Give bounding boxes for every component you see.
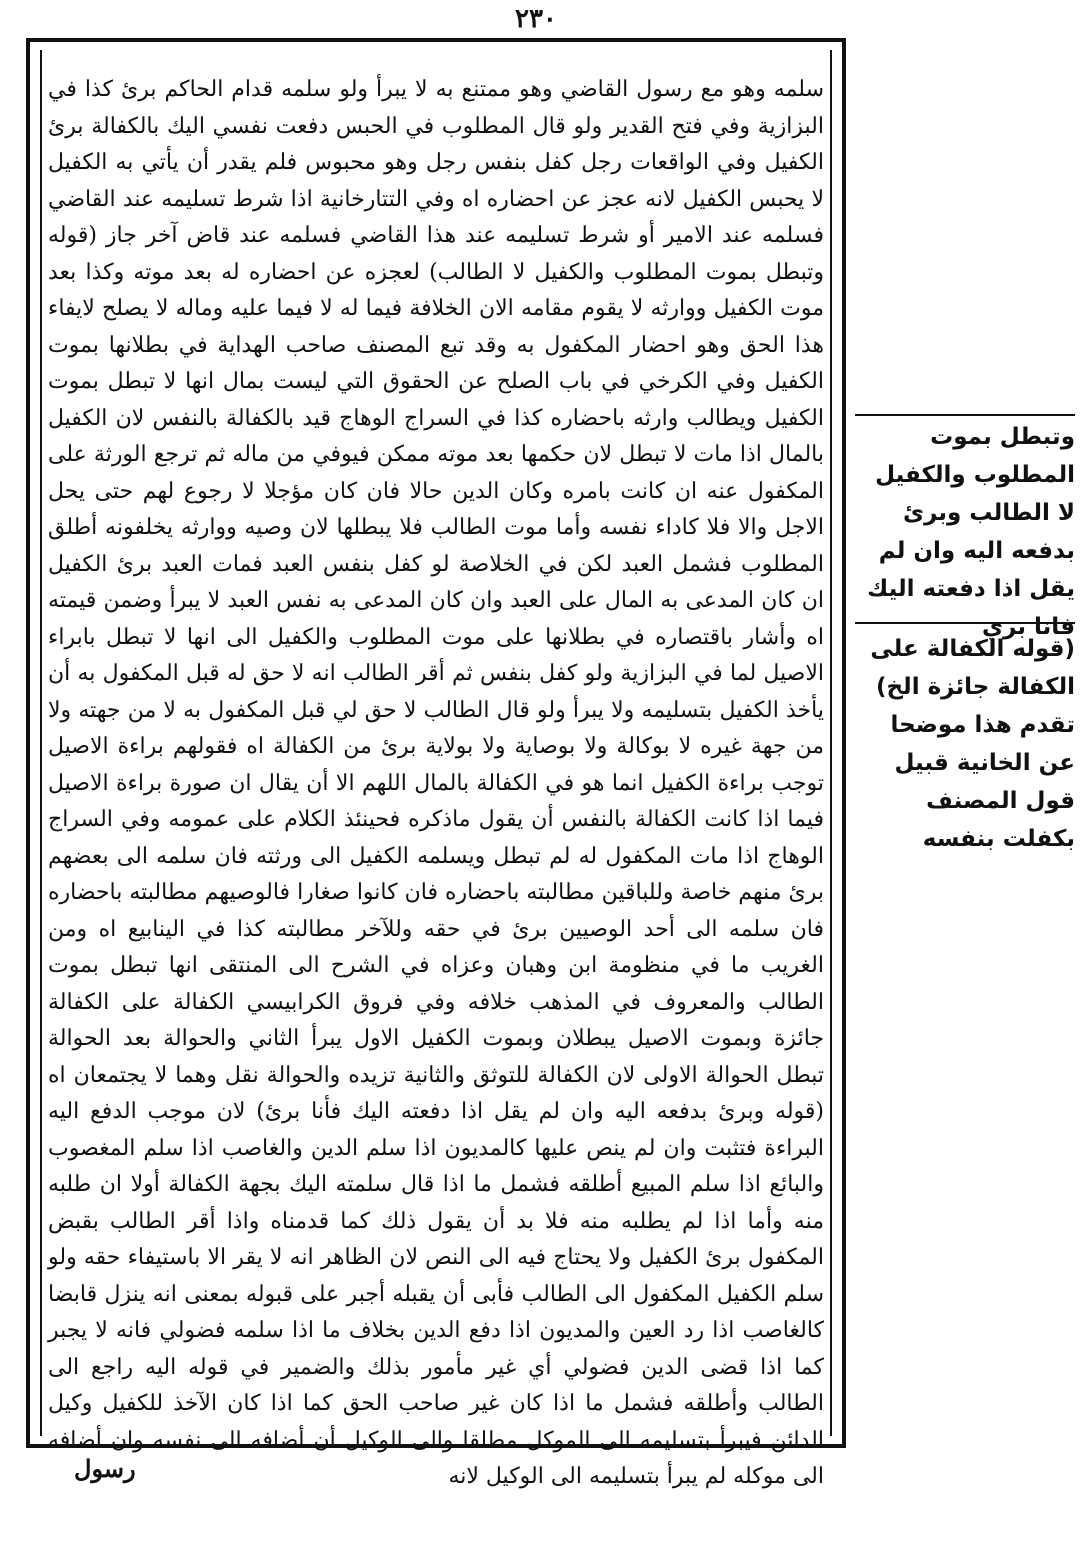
side-rule-top	[855, 414, 1075, 416]
main-text-frame	[26, 38, 846, 1489]
side-note-matn	[853, 418, 1075, 646]
side-note-gloss-text: (قوله الكفالة على الكفالة جائزة الخ) تقدم هذا موضحا عن الخانية قبيل قول المصنف بكفلت بنفسه	[870, 636, 1075, 852]
page-number: ٢٣٠	[515, 4, 557, 34]
side-note-matn-text: وتبطل بموت المطلوب والكفيل لا الطالب وبرئ بدفعه اليه وان لم يقل اذا دفعته اليك فانا بري	[867, 424, 1075, 640]
side-rule-middle	[855, 622, 1075, 624]
side-note-gloss	[853, 630, 1075, 858]
main-commentary-text: سلمه وهو مع رسول القاضي وهو ممتنع به لا يبرأ ولو سلمه قدام الحاكم برئ كذا في البزازية وفي فتح القدير ولو قال المطلوب في الحبس دفعت نفسي اليك بالكفالة برئ الكفيل وفي الواقعات رجل كفل بنفس رجل وهو محبوس فلم يقدر أن يأتي به الكفيل لا يحبس الكفيل لانه عجز عن احضاره اه وفي التتارخانية اذا شرط تسليمه عند القاضي فسلمه عند الامير أو شرط تسليمه عند هذا القاضي فسلمه عند قاض آخر جاز (قوله وتبطل بموت المطلوب والكفيل لا الطالب) لعجزه عن احضاره له بعد موته وكذا بعد موت الكفيل ووارثه لا يقوم مقامه الان الخلافة فيما له لا فيما عليه وماله لا يصلح لايفاء هذا الحق وهو احضار المكفول به وقد تبع المصنف صاحب الهداية في بطلانها بموت الكفيل وفي الكرخي في باب الصلح عن الحقوق التي ليست بمال انها لا تبطل بموت الكفيل ويطالب وارثه باحضاره كذا في السراج الوهاج قيد بالكفالة بالنفس لان الكفيل بالمال اذا مات لا تبطل لان حكمها بعد موته ممكن فيوفي من ماله ثم ترجع الورثة على المكفول عنه ان كانت بامره وكان الدين حالا فان كان مؤجلا لا رجوع لهم حتى يحل الاجل والا فلا كاداء نفسه وأما موت الطالب فلا يبطلها لان وصيه ووارثه يخلفونه أطلق المطلوب فشمل العبد لكن في الخلاصة لو كفل بنفس العبد فمات العبد برئ الكفيل ان كان المدعى به المال على العبد وان كان المدعى به نفس العبد لا يبرأ وضمن قيمته اه وأشار باقتصاره في بطلانها على موت المطلوب والكفيل الى انها لا تبطل بابراء الاصيل لما في البزازية ولو كفل بنفس ثم أقر الطالب انه لا حق له قبل المكفول به أن يأخذ الكفيل بتسليمه ولا يبرأ ولو قال الطالب لا حق لي قبل المكفول به لا من جهته ولا من جهة غيره لا بوكالة ولا بوصاية ولا بولاية برئ من الكفالة اه فقولهم براءة الاصيل توجب براءة الكفيل انما هو في الكفالة بالمال اللهم الا أن يقال ان صورة براءة الاصيل فيما اذا كانت الكفالة بالنفس أن يقول ماذكره فحينئذ الكلام على عمومه وفي السراج الوهاج اذا مات المكفول له لم تبطل ويسلمه الكفيل الى ورثته فان سلمه الى بعضهم برئ منهم خاصة وللباقين مطالبته باحضاره فان كانوا صغارا فالوصيهم مطالبته باحضاره فان سلمه الى أحد الوصيين برئ في حقه وللآخر مطالبته كذا في الينابيع اه ومن الغريب ما في منظومة ابن وهبان وعزاه في الشرح الى المنتقى انها تبطل بموت الطالب والمعروف في المذهب خلافه وفي فروق الكرابيسي الكفالة على الكفالة جائزة وبموت الاصيل يبطلان وبموت الكفيل الاول يبرأ الثاني والحوالة بعد الحوالة تبطل الحوالة الاولى لان الكفالة للتوثق والثانية تزيده والحوالة نقل وهما لا يجتمعان اه (قوله وبرئ بدفعه اليه وان لم يقل اذا دفعته اليك فأنا برئ) لان موجب الدفع اليه البراءة فتثبت وان لم ينص عليها كالمديون اذا سلم الدين والغاصب اذا سلم المغصوب والبائع اذا سلم المبيع أطلقه فشمل ما اذا قال سلمته اليك بجهة الكفالة أولا ان طلبه منه وأما اذا لم يطلبه منه فلا بد أن يقول ذلك كما قدمناه واذا أقر الطالب بقبض المكفول برئ الكفيل ولا يحتاج فيه الى النص لان الظاهر انه لا يقر الا باستيفاء حقه ولو سلم الكفيل المكفول الى الطالب فأبى أن يقبله أجبر على قبوله بمعنى انه ينزل قابضا كالغاصب اذا رد العين والمديون اذا دفع الدين بخلاف ما اذا سلمه فضولي فانه لا يجبر كما اذا قضى الدين فضولي أي غير مأمور بذلك والضمير في قوله اليه راجع الى الطالب وأطلقه فشمل ما اذا كان غير صاحب الحق كما اذا كان الآخذ للكفيل وكيل الدائن فيبرأ بتسليمه الى الموكل مطلقا والى الوكيل أن أضافه الى نفسه وان أضافه الى موكله لم يبرأ بتسليمه الى الوكيل لانه	[48, 77, 824, 1489]
catchword: رسول	[74, 1454, 136, 1483]
